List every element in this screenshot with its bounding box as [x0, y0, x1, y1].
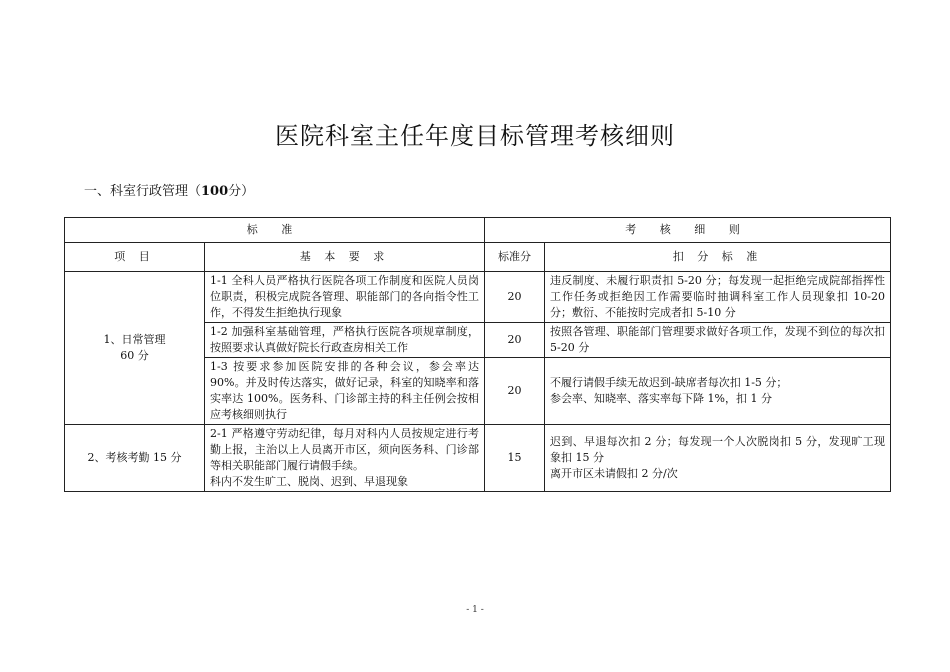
deduction-cell: 不履行请假手续无故迟到-缺席者每次扣 1-5 分； 参会率、知晓率、落实率每下降 1%，扣 1 分 — [545, 358, 891, 425]
deduction-cell: 迟到、早退每次扣 2 分；每发现一个人次脱岗扣 5 分，发现旷工现象扣 15 分 离开市区未请假扣 2 分/次 — [545, 425, 891, 492]
table-row — [65, 272, 891, 323]
standard-score-cell: 20 — [485, 358, 545, 425]
document-title: 医院科室主任年度目标管理考核细则 — [275, 122, 675, 150]
deduction-cell: 违反制度、未履行职责扣 5-20 分；每发现一起拒绝完成院部指挥性工作任务或拒绝因工作需要临时抽调科室工作人员现象扣 10-20 分；敷衍、不能按时完成者扣 5-10 分 — [545, 272, 891, 323]
item-attendance: 2、考核考勤 15 分 — [65, 425, 205, 492]
standard-score-cell: 15 — [485, 425, 545, 492]
standard-score-cell: 20 — [485, 323, 545, 358]
item-score: 60 分 — [120, 349, 149, 362]
requirement-cell: 1-1 全科人员严格执行医院各项工作制度和医院人员岗位职责，积极完成院各管理、职能部门的各向指令性工作，不得发生拒绝执行现象 — [205, 272, 485, 323]
column-requirement: 基 本 要 求 — [205, 243, 485, 272]
requirement-cell: 1-2 加强科室基础管理，严格执行医院各项规章制度，按照要求认真做好院长行政查房相关工作 — [205, 323, 485, 358]
section-heading-suffix: 分） — [228, 184, 255, 199]
section-heading — [84, 180, 254, 199]
deduction-cell: 按照各管理、职能部门管理要求做好各项工作，发现不到位的每次扣 5-20 分 — [545, 323, 891, 358]
item-daily-management — [65, 272, 205, 425]
column-deduction: 扣 分 标 准 — [545, 243, 891, 272]
table-subheader-row — [65, 243, 891, 272]
requirement-cell: 1-3 按要求参加医院安排的各种会议，参会率达 90%。并及时传达落实，做好记录，科室的知晓率和落实率达 100%。医务科、门诊部主持的科主任例会按相应考核细则执行 — [205, 358, 485, 425]
column-item: 项 目 — [65, 243, 205, 272]
page-number: - 1 - — [466, 605, 484, 615]
header-standard: 标 准 — [65, 218, 485, 243]
item-label: 1、日常管理 — [103, 333, 166, 346]
header-assessment: 考 核 细 则 — [485, 218, 891, 243]
column-standard-score: 标准分 — [485, 243, 545, 272]
section-heading-prefix: 一、科室行政管理（ — [84, 184, 202, 199]
section-heading-points: 100 — [201, 184, 229, 199]
standard-score-cell: 20 — [485, 272, 545, 323]
requirement-cell: 2-1 严格遵守劳动纪律，每月对科内人员按规定进行考勤上报，主治以上人员离开市区，须向医务科、门诊部等相关职能部门履行请假手续。 科内不发生旷工、脱岗、迟到、早退现象 — [205, 425, 485, 492]
table-row — [65, 425, 891, 492]
assessment-table — [64, 217, 891, 492]
table-header-row — [65, 218, 891, 243]
